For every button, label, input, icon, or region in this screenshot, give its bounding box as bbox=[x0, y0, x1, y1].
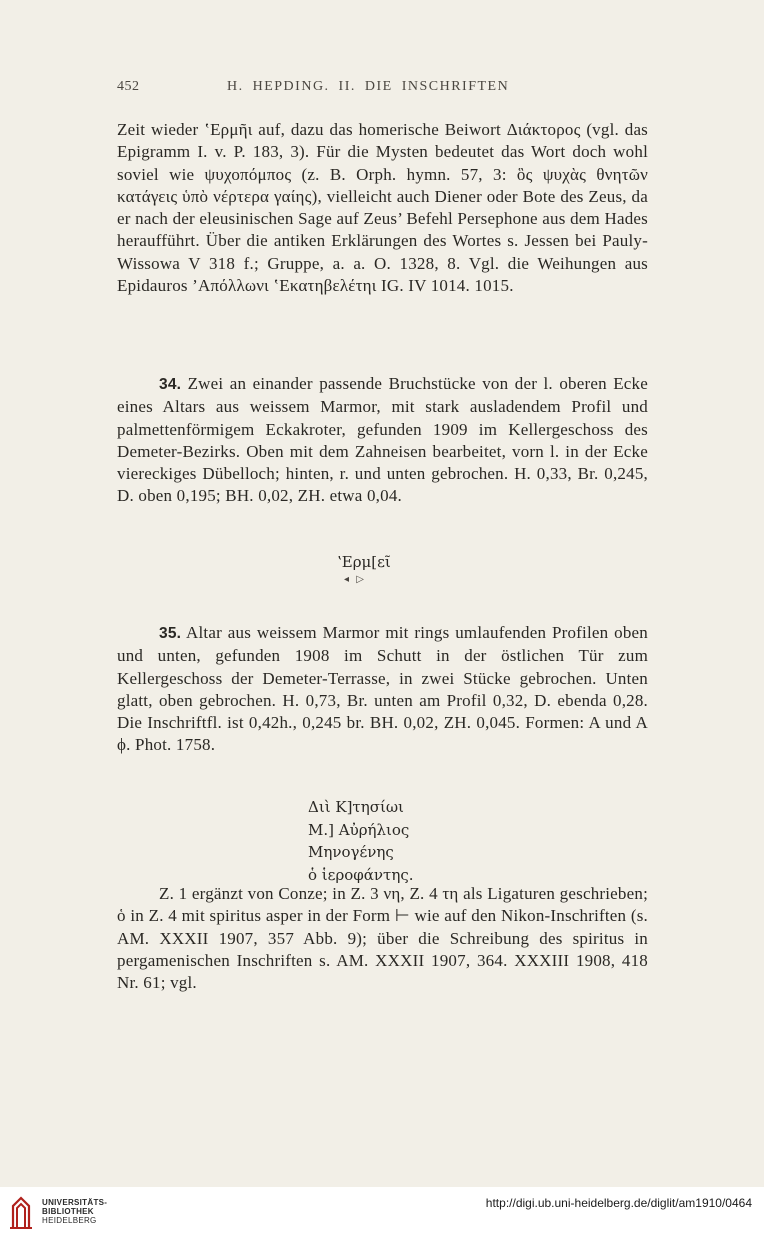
page-number: 452 bbox=[117, 79, 140, 94]
library-name-line-2: BIBLIOTHEK bbox=[42, 1207, 94, 1216]
entry-35-text: Altar aus weissem Marmor mit rings umlaufenden Profilen oben und unten, gefunden 1908 im Schutt in der östlichen Tür zum Kellergeschoss der Demeter-Terrasse, in zwei Stücke gebrochen. Unten glatt, oben gebrochen. H. 0,73, Br. unten am Profil 0,32, D. ebenda 0,28. Die Inschriftfl. ist 0,42h., 0,245 br. BH. 0,02, ZH. 0,045. Formen: A und A ϕ. Phot. 1758. bbox=[117, 623, 648, 755]
inscription-35-line-1: Διὶ Κ]τησίωι bbox=[308, 798, 404, 816]
library-name-line-3: HEIDELBERG bbox=[42, 1216, 97, 1225]
entry-35 bbox=[117, 622, 648, 757]
inscription-35-line-2: Μ.] Αὐρήλιος bbox=[308, 820, 410, 839]
inscription-35 bbox=[308, 796, 508, 886]
inscription-35-line-3: Μηνογένης bbox=[308, 843, 394, 861]
entry-34-number: 34. bbox=[159, 376, 182, 393]
entry-34 bbox=[117, 373, 648, 508]
inscription-35-line-4: ὁ ἱεροφάντης. bbox=[308, 865, 414, 884]
paragraph-continuation: Zeit wieder ʽΕρμῆι auf, dazu das homerische Beiwort Διάκτορος (vgl. das Epigramm I. v. P. 183, 3). Für die Mysten bedeutet das Wort doch wohl soviel wie ψυχοπόμπος (z. B. Orph. hymn. 57, 3: ὃς ψυχὰς θνητῶν κατάγεις ὑπὸ νέρτερα γαίης), vielleicht auch Diener oder Bote des Zeus, da er nach der eleusinischen Sage auf Zeus’ Befehl Persephone aus dem Hades heraufführt. Über die antiken Erklärungen des Wortes s. Jessen bei Pauly-Wissowa V 318 f.; Gruppe, a. a. O. 1328, 8. Vgl. die Weihungen aus Epidauros ’Απόλλωνι ʽΕκατηβελέτηι IG. IV 1014. 1015. bbox=[117, 120, 648, 296]
library-logo-icon bbox=[9, 1194, 33, 1230]
commentary-paragraph: Z. 1 ergänzt von Conze; in Z. 3 νη, Z. 4 τη als Ligaturen geschrieben; ὁ in Z. 4 mit spiritus asper in der Form ⊢ wie auf den Nikon-Inschriften (s. AM. XXXII 1907, 357 Abb. 9); über die Schreibung des spiritus in pergamenischen Inschriften s. AM. XXXII 1907, 364. XXXIII 1908, 418 Nr. 61; vgl. bbox=[117, 884, 648, 993]
entry-34-text: Zwei an einander passende Bruchstücke von der l. oberen Ecke eines Altars aus weissem Marmor, mit stark ausladendem Profil und palmettenförmigem Eckakroter, gefunden 1909 im Kellergeschoss des Demeter-Bezirks. Oben mit dem Zahneisen bearbeitet, vorn l. in der Ecke viereckiges Dübelloch; hinten, r. und unten gebrochen. H. 0,33, Br. 0,245, D. oben 0,195; BH. 0,02, ZH. etwa 0,04. bbox=[117, 374, 648, 506]
permalink-url[interactable]: http://digi.ub.uni-heidelberg.de/diglit/am1910/0464 bbox=[485, 1196, 752, 1210]
running-title: H. HEPDING. II. DIE INSCHRIFTEN bbox=[227, 79, 510, 94]
inscription-34: ʽΕρμ[εῖ bbox=[337, 553, 391, 571]
entry-35-number: 35. bbox=[159, 625, 182, 642]
library-name-line-1: UNIVERSITÄTS- bbox=[42, 1198, 108, 1207]
inscription-34-letter-forms: ◂ ▷ bbox=[344, 574, 366, 585]
library-name bbox=[42, 1198, 107, 1225]
